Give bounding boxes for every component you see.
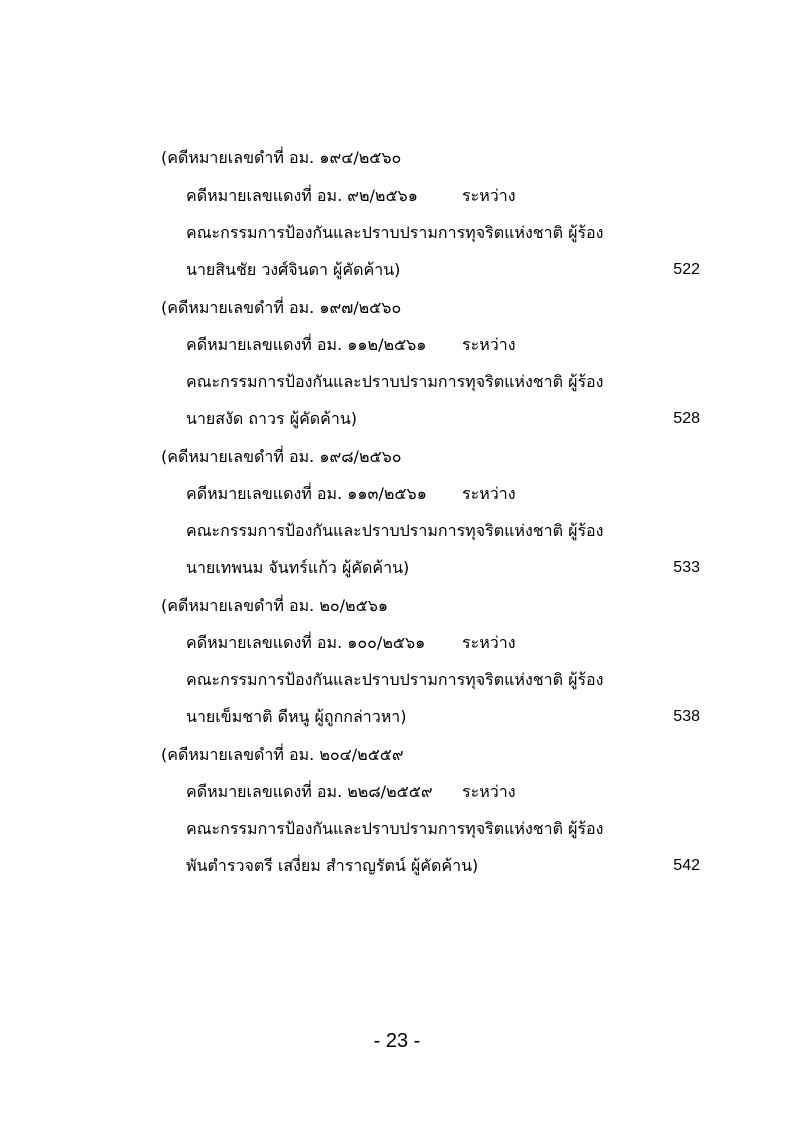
entry-5-case-red: คดีหมายเลขแดงที่ อม. ๒๒๘/๒๕๕๙ [186, 782, 433, 801]
entry-4-plaintiff-line [0, 665, 794, 695]
entry-5-plaintiff: คณะกรรมการป้องกันและปราบปรามการทุจริตแห่งชาติ ผู้ร้อง [186, 819, 604, 838]
entry-3-case-black: (คดีหมายเลขดำที่ อม. ๑๙๘/๒๕๖๐ [161, 447, 402, 466]
footer-page-number: - 23 - [373, 1030, 421, 1052]
entry-2-plaintiff: คณะกรรมการป้องกันและปราบปรามการทุจริตแห่งชาติ ผู้ร้อง [186, 372, 604, 391]
entry-2-defendant-line [0, 404, 794, 434]
entry-4-case-black-line [0, 591, 794, 621]
entry-3-defendant: นายเทพนม จันทร์แก้ว ผู้คัดค้าน) [186, 558, 410, 577]
entry-5-case-black-line [0, 740, 794, 770]
entry-5-case-red-line [0, 777, 794, 807]
entry-1-plaintiff: คณะกรรมการป้องกันและปราบปรามการทุจริตแห่งชาติ ผู้ร้อง [186, 223, 604, 242]
entry-5-defendant: พันตำรวจตรี เสงี่ยม สำราญรัตน์ ผู้คัดค้าน) [186, 856, 479, 875]
entry-1-case-black: (คดีหมายเลขดำที่ อม. ๑๙๔/๒๕๖๐ [161, 148, 402, 167]
entry-4-case-red: คดีหมายเลขแดงที่ อม. ๑๐๐/๒๕๖๑ [186, 633, 426, 652]
entry-1-case-red: คดีหมายเลขแดงที่ อม. ๙๒/๒๕๖๑ [186, 186, 418, 205]
entry-3-defendant-line [0, 553, 794, 583]
entry-3-plaintiff: คณะกรรมการป้องกันและปราบปรามการทุจริตแห่งชาติ ผู้ร้อง [186, 521, 604, 540]
entry-1-between: ระหว่าง [462, 186, 516, 205]
entry-5-defendant-line [0, 851, 794, 881]
entry-2-plaintiff-line [0, 367, 794, 397]
entry-2-case-red-line [0, 330, 794, 360]
entry-1-defendant-line [0, 255, 794, 285]
entry-5-plaintiff-line [0, 814, 794, 844]
entry-3-plaintiff-line [0, 516, 794, 546]
entry-1-case-red-line [0, 181, 794, 211]
entry-3-page-number: 533 [673, 559, 700, 576]
entry-3-between: ระหว่าง [462, 484, 516, 503]
entry-4-page-number: 538 [673, 708, 700, 725]
entry-3-case-red-line [0, 479, 794, 509]
entry-1-page-number: 522 [673, 261, 700, 278]
entry-4-case-red-line [0, 628, 794, 658]
entry-2-case-black-line [0, 293, 794, 323]
entry-1-defendant: นายสินชัย วงศ์จินดา ผู้คัดค้าน) [186, 260, 401, 279]
entry-2-case-black: (คดีหมายเลขดำที่ อม. ๑๙๗/๒๕๖๐ [161, 298, 402, 317]
entry-4-plaintiff: คณะกรรมการป้องกันและปราบปรามการทุจริตแห่งชาติ ผู้ร้อง [186, 670, 604, 689]
entry-4-case-black: (คดีหมายเลขดำที่ อม. ๒๐/๒๕๖๑ [161, 596, 389, 615]
entry-4-defendant: นายเข็มชาติ ดีหนู ผู้ถูกกล่าวหา) [186, 707, 407, 726]
entry-2-between: ระหว่าง [462, 335, 516, 354]
entry-5-case-black: (คดีหมายเลขดำที่ อม. ๒๐๔/๒๕๕๙ [161, 745, 404, 764]
entry-1-case-black-line [0, 143, 794, 173]
entry-2-defendant: นายสงัด ถาวร ผู้คัดค้าน) [186, 409, 358, 428]
entry-5-between: ระหว่าง [462, 782, 516, 801]
entry-2-page-number: 528 [673, 410, 700, 427]
entry-1-plaintiff-line [0, 218, 794, 248]
entry-3-case-red: คดีหมายเลขแดงที่ อม. ๑๑๓/๒๕๖๑ [186, 484, 427, 503]
entry-4-between: ระหว่าง [462, 633, 516, 652]
entry-5-page-number: 542 [673, 857, 700, 874]
entry-3-case-black-line [0, 442, 794, 472]
entry-4-defendant-line [0, 702, 794, 732]
entry-2-case-red: คดีหมายเลขแดงที่ อม. ๑๑๒/๒๕๖๑ [186, 335, 427, 354]
